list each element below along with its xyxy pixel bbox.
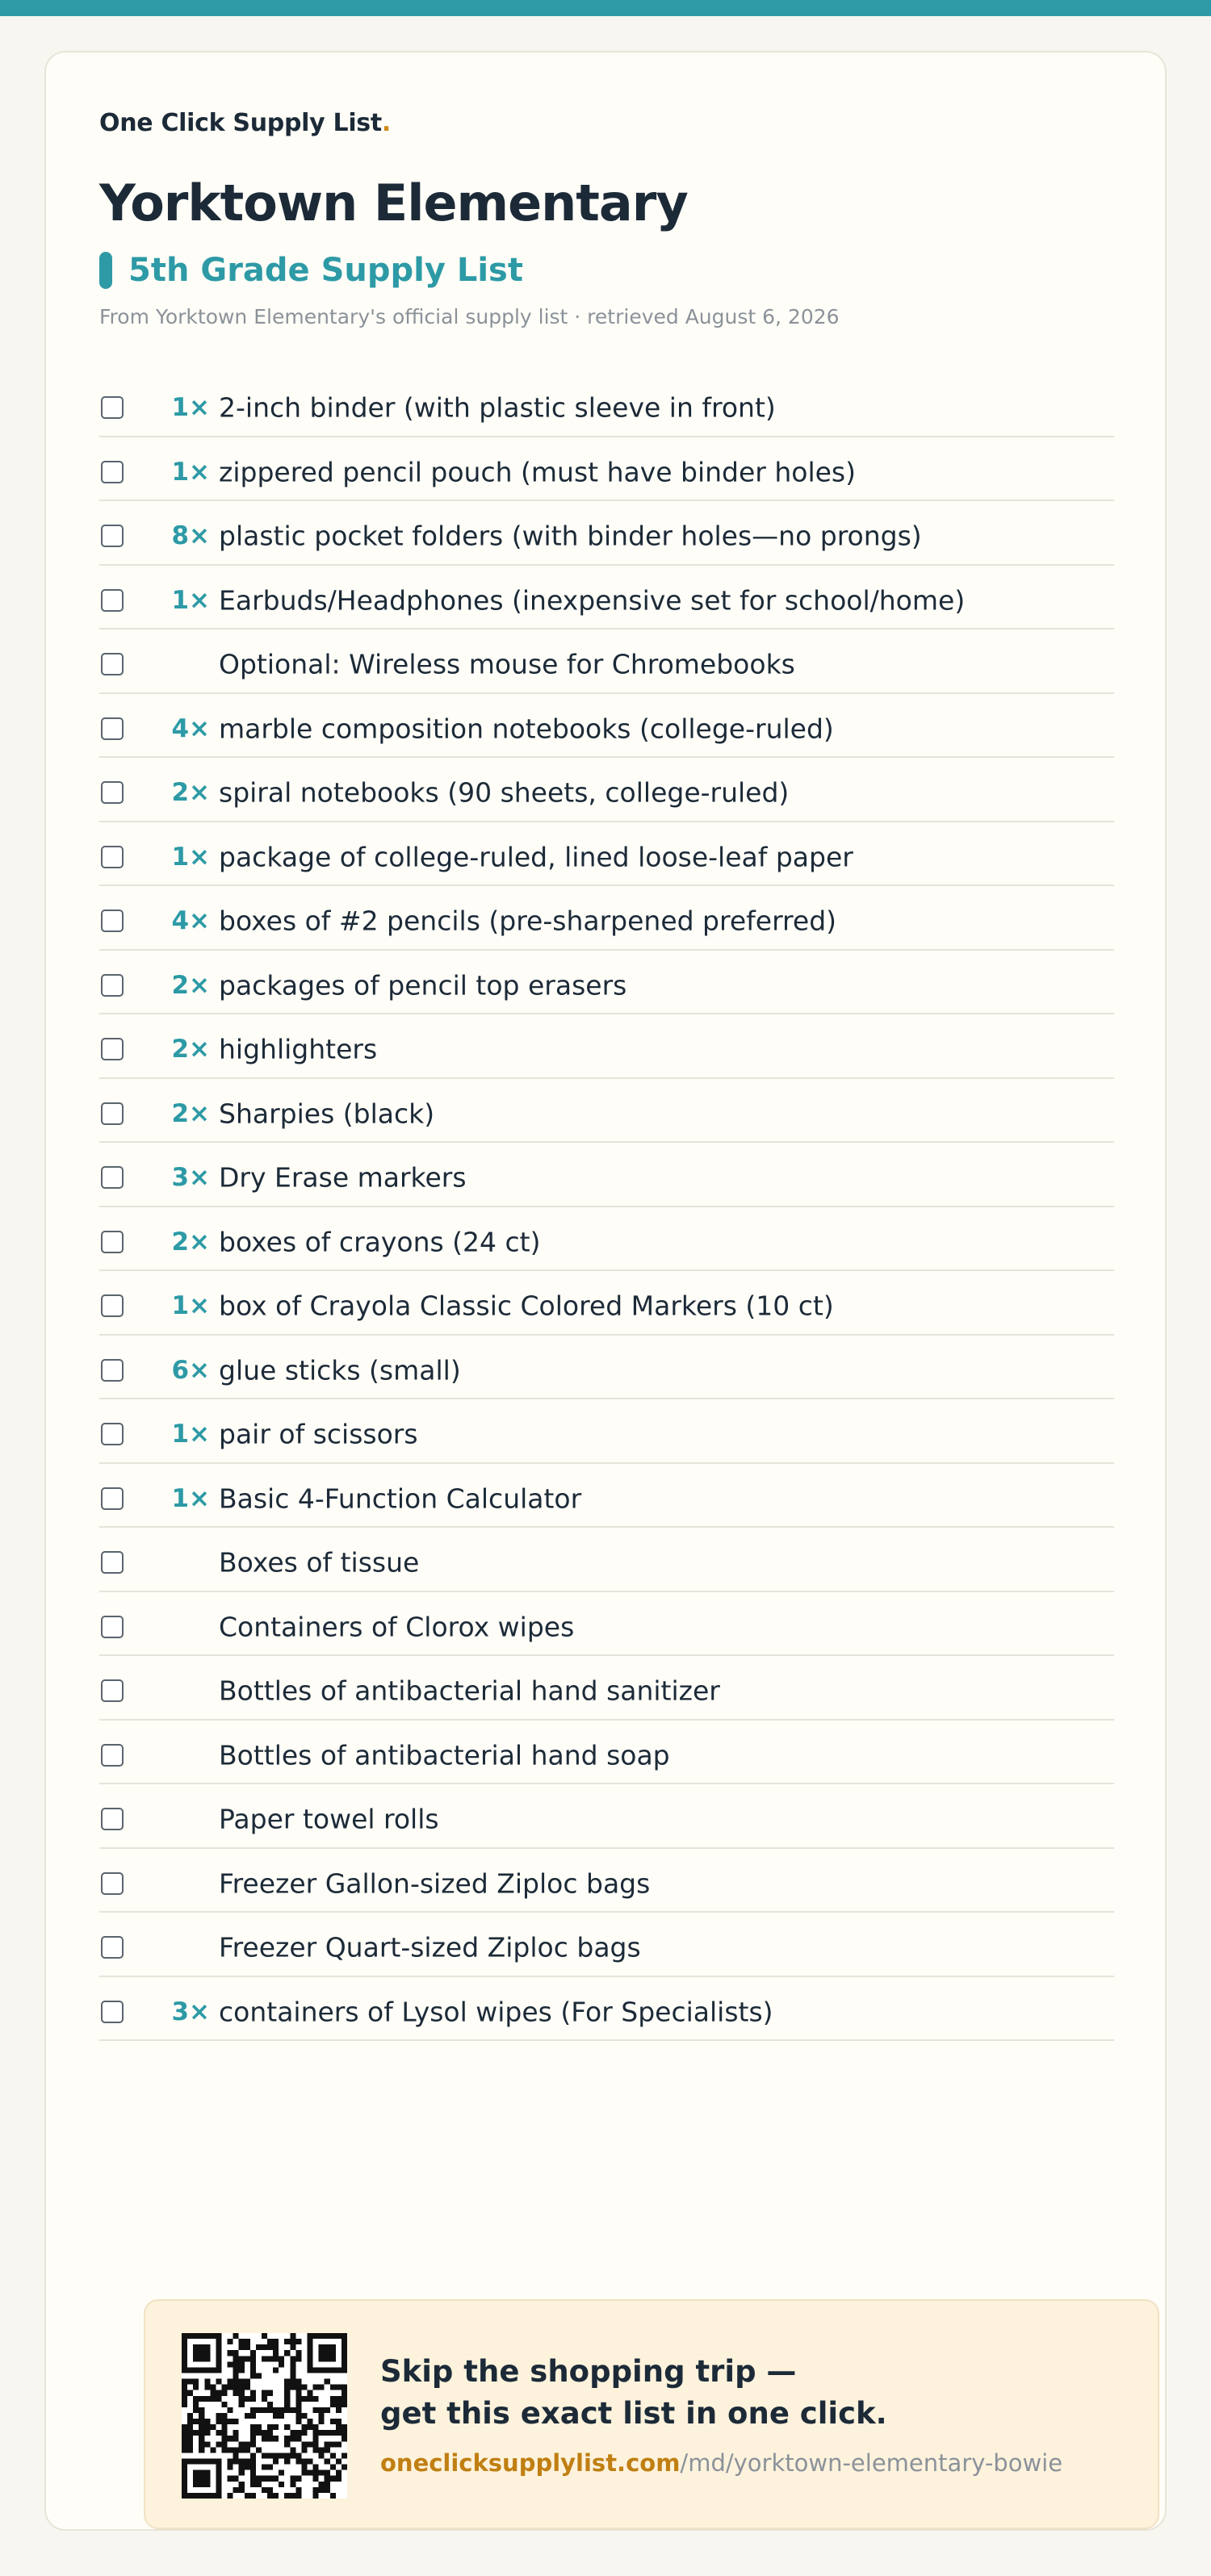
item-label: boxes of crayons (24 ct) (219, 1226, 541, 1257)
supply-item (99, 822, 1114, 887)
item-label: Freezer Gallon-sized Ziploc bags (219, 1867, 651, 1899)
item-label: pair of scissors (219, 1418, 418, 1450)
supply-item (99, 629, 1114, 694)
item-label: Earbuds/Headphones (inexpensive set for school/home) (219, 584, 966, 616)
item-label: Bottles of antibacterial hand sanitizer (219, 1675, 720, 1707)
supply-item (99, 1528, 1114, 1592)
grade-title: 5th Grade Supply List (128, 252, 523, 289)
item-label: Basic 4-Function Calculator (219, 1482, 582, 1514)
item-quantity: 4× (171, 713, 210, 743)
supply-item (99, 1849, 1114, 1913)
item-quantity: 1× (171, 1291, 210, 1320)
supply-item (99, 373, 1114, 437)
item-checkbox[interactable] (101, 1616, 124, 1638)
source-note: From Yorktown Elementary's official supply list · retrieved August 6, 2026 (99, 305, 840, 328)
supply-item (99, 1207, 1114, 1272)
item-checkbox[interactable] (101, 1936, 124, 1959)
promo-link[interactable] (380, 2449, 1062, 2477)
item-quantity: 1× (171, 1483, 210, 1513)
supply-item (99, 1464, 1114, 1528)
supply-list (99, 373, 1114, 2041)
item-checkbox[interactable] (101, 1744, 124, 1767)
item-checkbox[interactable] (101, 1038, 124, 1060)
promo-box (144, 2299, 1159, 2529)
item-checkbox[interactable] (101, 461, 124, 483)
item-quantity: 1× (171, 842, 210, 872)
item-quantity: 2× (171, 1227, 210, 1257)
item-checkbox[interactable] (101, 1487, 124, 1510)
item-checkbox[interactable] (101, 1808, 124, 1830)
item-checkbox[interactable] (101, 1551, 124, 1574)
item-label: Bottles of antibacterial hand soap (219, 1739, 670, 1771)
supply-item (99, 886, 1114, 951)
item-checkbox[interactable] (101, 910, 124, 932)
item-checkbox[interactable] (101, 396, 124, 419)
item-label: glue sticks (small) (219, 1354, 461, 1386)
supply-item (99, 1271, 1114, 1336)
item-label: plastic pocket folders (with binder holes—no prongs) (219, 520, 922, 552)
item-checkbox[interactable] (101, 717, 124, 740)
supply-item (99, 566, 1114, 630)
item-quantity: 4× (171, 906, 210, 935)
item-checkbox[interactable] (101, 653, 124, 675)
promo-headline-line2: get this exact list in one click. (380, 2396, 887, 2431)
item-checkbox[interactable] (101, 525, 124, 547)
item-quantity: 1× (171, 1420, 210, 1449)
supply-item (99, 1399, 1114, 1464)
item-checkbox[interactable] (101, 781, 124, 804)
item-checkbox[interactable] (101, 1423, 124, 1445)
item-label: zippered pencil pouch (must have binder holes) (219, 456, 857, 487)
item-quantity: 1× (171, 585, 210, 615)
supply-item (99, 1656, 1114, 1721)
supply-item (99, 1721, 1114, 1785)
item-label: boxes of #2 pencils (pre-sharpened preferred) (219, 905, 837, 937)
item-label: Sharpies (black) (219, 1098, 435, 1129)
supply-item (99, 1143, 1114, 1207)
item-label: Freezer Quart-sized Ziploc bags (219, 1931, 641, 1963)
item-checkbox[interactable] (101, 1679, 124, 1702)
item-label: highlighters (219, 1033, 378, 1065)
item-quantity: 2× (171, 778, 210, 807)
item-quantity: 2× (171, 1098, 210, 1128)
item-checkbox[interactable] (101, 1102, 124, 1125)
item-quantity: 3× (171, 1997, 210, 2026)
brand-logo[interactable]: One Click Supply List. (99, 109, 392, 137)
item-checkbox[interactable] (101, 1294, 124, 1317)
supply-item (99, 1784, 1114, 1849)
qr-code-icon[interactable] (182, 2333, 347, 2499)
promo-link-path[interactable]: /md/yorktown-elementary-bowie (680, 2449, 1063, 2477)
supply-item (99, 1913, 1114, 1977)
item-quantity: 1× (171, 457, 210, 487)
school-name: Yorktown Elementary (99, 174, 688, 232)
supply-item (99, 1079, 1114, 1144)
supply-item (99, 437, 1114, 502)
top-accent-bar (0, 0, 1211, 16)
supply-item (99, 951, 1114, 1015)
item-label: Paper towel rolls (219, 1803, 439, 1835)
promo-headline-line1: Skip the shopping trip — (380, 2354, 797, 2389)
supply-item (99, 1014, 1114, 1079)
item-label: marble composition notebooks (college-ruled) (219, 713, 834, 744)
item-checkbox[interactable] (101, 1359, 124, 1382)
grade-heading (99, 249, 523, 291)
item-checkbox[interactable] (101, 1231, 124, 1253)
item-label: spiral notebooks (90 sheets, college-ruled) (219, 776, 790, 809)
item-label: packages of pencil top erasers (219, 969, 627, 1001)
item-checkbox[interactable] (101, 974, 124, 997)
item-checkbox[interactable] (101, 2001, 124, 2023)
supply-list-card (44, 51, 1167, 2531)
item-quantity: 2× (171, 970, 210, 1000)
supply-item (99, 758, 1114, 822)
item-checkbox[interactable] (101, 1166, 124, 1189)
supply-item (99, 1336, 1114, 1400)
promo-link-domain[interactable]: oneclicksupplylist.com (380, 2449, 681, 2477)
supply-item (99, 1977, 1114, 2042)
supply-item (99, 694, 1114, 759)
item-checkbox[interactable] (101, 1872, 124, 1895)
item-quantity: 6× (171, 1355, 210, 1385)
item-label: containers of Lysol wipes (For Specialists) (219, 1996, 773, 2027)
grade-accent-pill (99, 252, 112, 289)
item-label: Boxes of tissue (219, 1546, 420, 1579)
supply-item (99, 1592, 1114, 1657)
item-quantity: 3× (171, 1163, 210, 1192)
item-label: box of Crayola Classic Colored Markers (10 ct) (219, 1290, 834, 1322)
item-label: Containers of Clorox wipes (219, 1611, 575, 1642)
item-label: 2-inch binder (with plastic sleeve in front) (219, 391, 776, 424)
item-quantity: 8× (171, 521, 210, 550)
supply-item (99, 501, 1114, 566)
item-label: Optional: Wireless mouse for Chromebooks (219, 648, 795, 680)
item-label: package of college-ruled, lined loose-leaf paper (219, 841, 853, 872)
item-checkbox[interactable] (101, 846, 124, 868)
item-label: Dry Erase markers (219, 1161, 467, 1194)
item-quantity: 2× (171, 1035, 210, 1064)
qr-modules (182, 2333, 347, 2499)
item-quantity: 1× (171, 393, 210, 422)
item-checkbox[interactable] (101, 589, 124, 612)
